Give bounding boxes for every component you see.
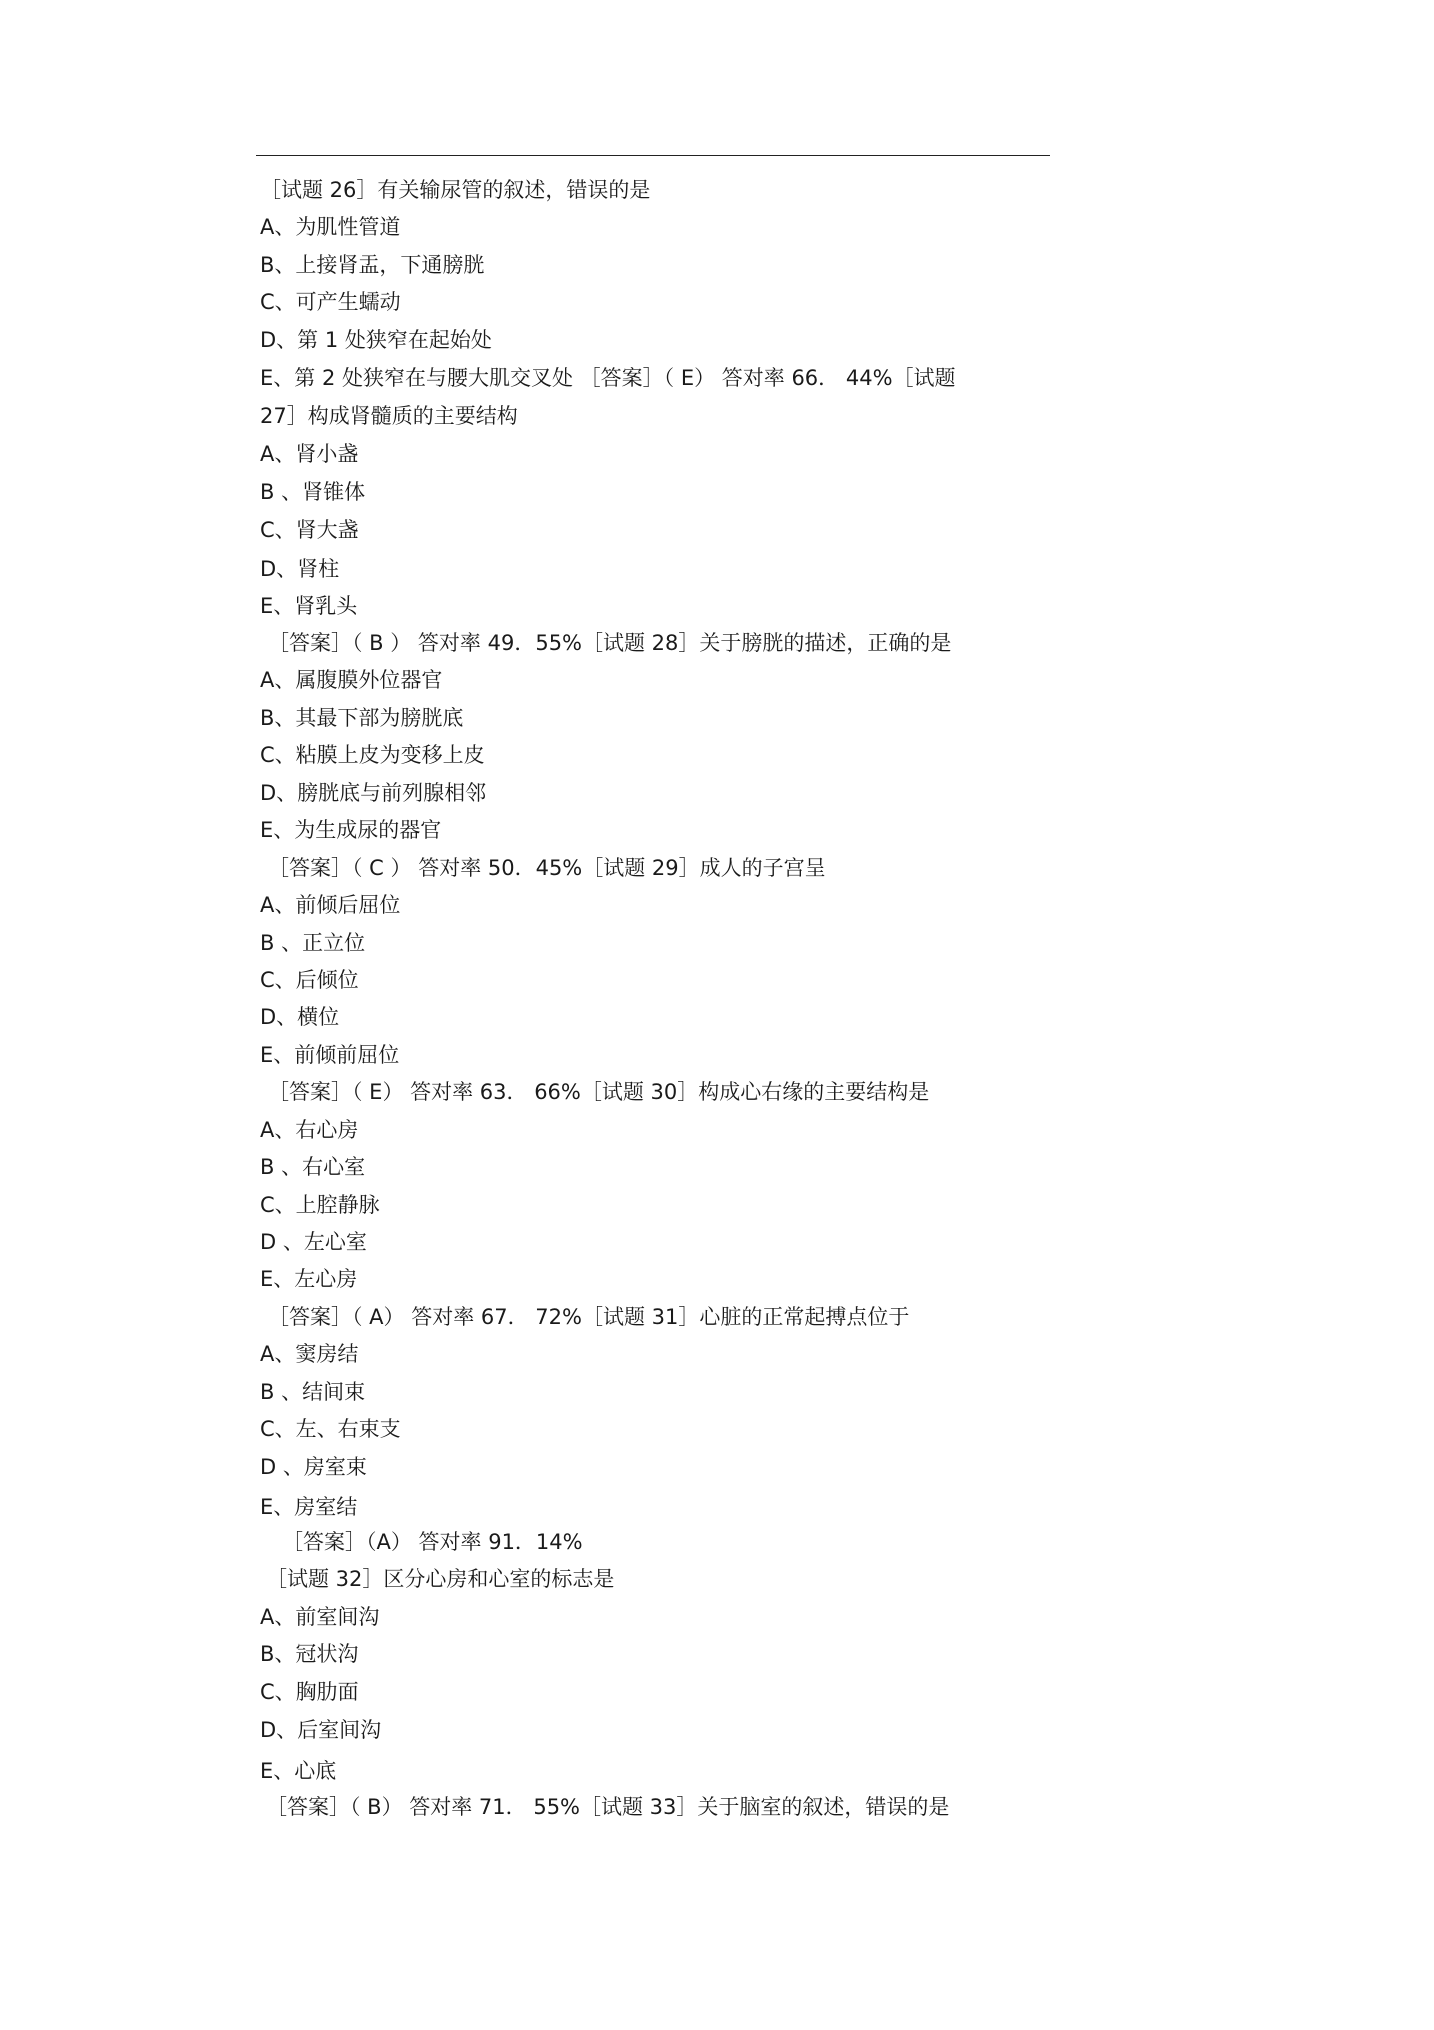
option-line: B 、右心室	[260, 1155, 366, 1179]
option-line: D、第 1 处狭窄在起始处	[260, 328, 492, 352]
option-line: C、左、右束支	[260, 1417, 401, 1441]
option-line: D、横位	[260, 1005, 340, 1029]
option-line: E、左心房	[260, 1267, 358, 1291]
header-rule	[256, 155, 1050, 156]
option-line: B、冠状沟	[260, 1642, 359, 1666]
option-line: C、胸肋面	[260, 1680, 359, 1704]
option-line: D、肾柱	[260, 557, 340, 581]
option-line: D 、左心室	[260, 1230, 367, 1254]
option-line: C、后倾位	[260, 968, 359, 992]
option-line: B 、正立位	[260, 931, 366, 955]
option-line: C、肾大盏	[260, 518, 359, 542]
option-line: C、上腔静脉	[260, 1193, 380, 1217]
question-32-stem: ［试题 32］区分心房和心室的标志是	[266, 1567, 615, 1591]
option-line: A、右心房	[260, 1118, 359, 1142]
option-line: B、上接肾盂，下通膀胱	[260, 253, 485, 277]
answer-and-question-line: ［答案］（ E） 答对率 63． 66%［试题 30］构成心右缘的主要结构是	[268, 1080, 930, 1104]
option-line: A、属腹膜外位器官	[260, 668, 443, 692]
question-27-stem: 27］构成肾髓质的主要结构	[260, 404, 518, 428]
option-line: B、其最下部为膀胱底	[260, 706, 464, 730]
answer-line: ［答案］（A） 答对率 91．14%	[282, 1530, 583, 1554]
option-line: A、前室间沟	[260, 1605, 380, 1629]
option-line: D、膀胱底与前列腺相邻	[260, 781, 487, 805]
option-line: C、粘膜上皮为变移上皮	[260, 743, 485, 767]
option-line: E、房室结	[260, 1495, 358, 1519]
option-line: E、心底	[260, 1759, 337, 1783]
option-line: A、窦房结	[260, 1342, 359, 1366]
option-line: D 、房室束	[260, 1455, 367, 1479]
option-line: B 、结间束	[260, 1380, 366, 1404]
option-line: A、前倾后屈位	[260, 893, 401, 917]
answer-and-question-line: ［答案］（ C ） 答对率 50．45%［试题 29］成人的子宫呈	[268, 856, 826, 880]
option-line: A、为肌性管道	[260, 215, 401, 239]
answer-and-question-line: E、第 2 处狭窄在与腰大肌交叉处 ［答案］（ E） 答对率 66． 44%［试题	[260, 366, 956, 390]
option-line: E、为生成尿的器官	[260, 818, 442, 842]
option-line: B 、肾锥体	[260, 480, 366, 504]
option-line: A、肾小盏	[260, 442, 359, 466]
answer-and-question-line: ［答案］（ A） 答对率 67． 72%［试题 31］心脏的正常起搏点位于	[268, 1305, 910, 1329]
option-line: D、后室间沟	[260, 1718, 382, 1742]
option-line: E、肾乳头	[260, 594, 358, 618]
option-line: C、可产生蠕动	[260, 290, 401, 314]
question-26-stem: ［试题 26］有关输尿管的叙述，错误的是	[260, 178, 651, 202]
answer-and-question-line: ［答案］（ B ） 答对率 49．55%［试题 28］关于膀胱的描述，正确的是	[268, 631, 952, 655]
option-line: E、前倾前屈位	[260, 1043, 400, 1067]
answer-and-question-line: ［答案］（ B） 答对率 71． 55%［试题 33］关于脑室的叙述，错误的是	[266, 1795, 950, 1819]
